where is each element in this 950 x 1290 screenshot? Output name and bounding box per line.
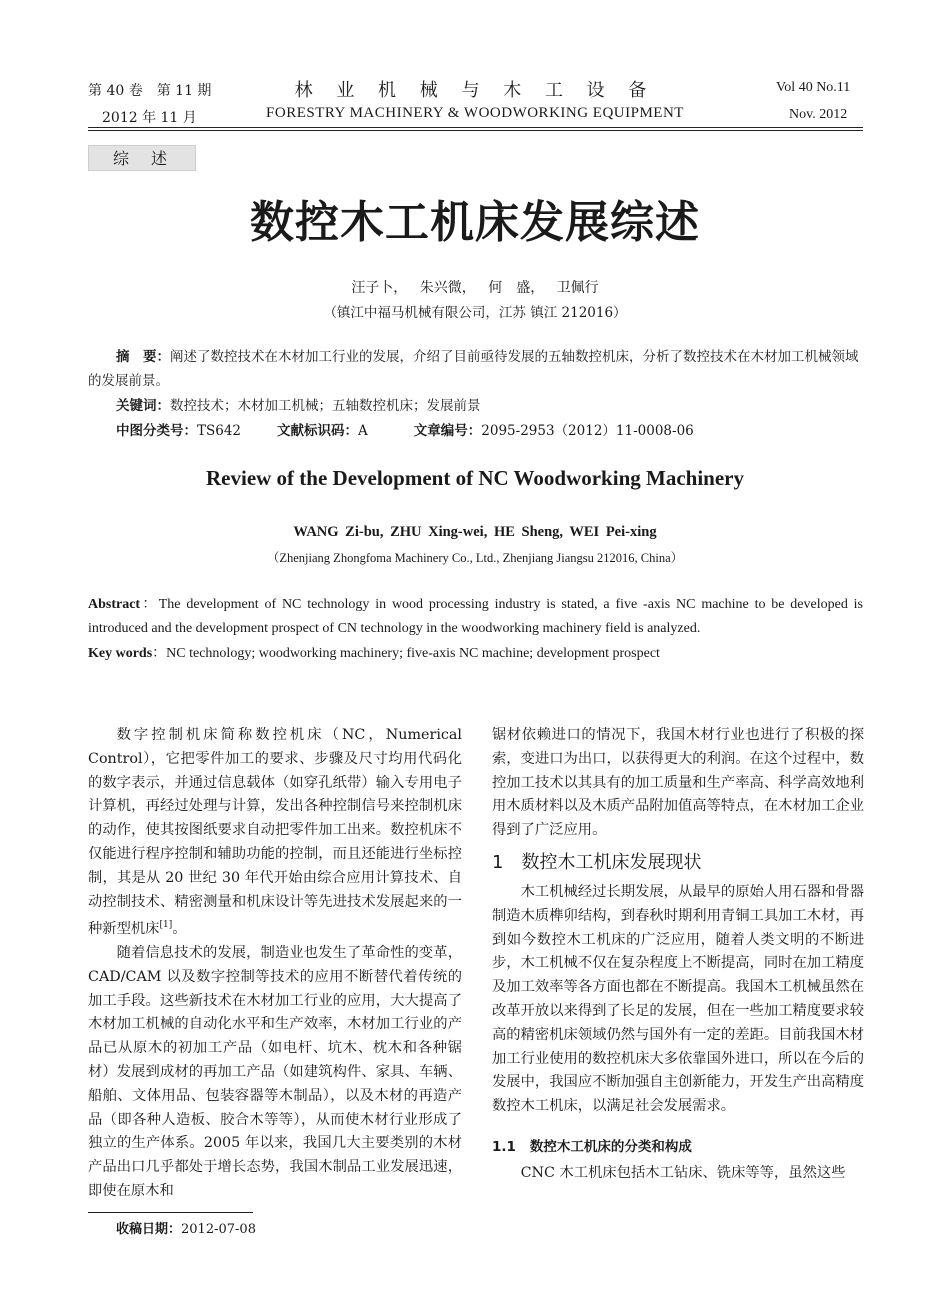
header-rule-bottom — [88, 130, 863, 131]
header-volume-issue-en: Vol 40 No.11 — [776, 80, 851, 95]
body-text-end: 。 — [172, 921, 187, 938]
classification-line — [88, 419, 863, 443]
keywords-en-text: ：NC technology; woodworking machinery; five-axis NC machine; development prospect — [152, 646, 660, 661]
authors-cn: 汪子卜， 朱兴微， 何 盛， 卫佩行 — [351, 280, 599, 296]
abstract-cn-text: 阐述了数控技术在木材加工行业的发展，介绍了目前亟待发展的五轴数控机床，分析了数控技术在木材加工机械领域的发展前景。 — [88, 349, 859, 389]
keywords-cn-label: 关键词： — [116, 398, 170, 414]
body-paragraph: 随着信息技术的发展，制造业也发生了革命性的变革，CAD/CAM 以及数字控制等技术的应用不断替代着传统的加工手段。这些新技术在木材加工行业的应用，大大提高了木材加工机械的自动化水平和生产效率，木材加工行业的产品已从原木的初加工产品（如电杆、坑木、枕木和各种锯材）发展到成材的再加工产品（如建筑构件、家具、车辆、船舶、文体用品、包装容器等木制品），以及木材的再造产品（即各种人造板、胶合木等等），从而使木材行业形成了独立的生产体系。2005 年以来，我国几大主要类别的木材产品出口几乎都处于增长态势，我国木制品工业发展迅速，即使在原木和 — [88, 944, 462, 1199]
header-date-cn: 2012 年 11 月 — [102, 110, 197, 126]
header-date-en: Nov. 2012 — [789, 107, 848, 122]
page-title: 数控木工机床发展综述 — [250, 197, 700, 248]
affiliation-cn: （镇江中福马机械有限公司，江苏 镇江 212016） — [323, 305, 627, 321]
keywords-cn — [88, 394, 863, 418]
clc-label: 中图分类号： — [116, 423, 197, 439]
footnote-rule — [88, 1212, 253, 1213]
header-volume-issue: 第 40 卷 第 11 期 — [88, 83, 212, 99]
section-title: 数控木工机床发展现状 — [521, 851, 702, 873]
body-paragraph: 木工机械经过长期发展，从最早的原始人用石器和骨器制造木质榫卯结构，到春秋时期利用青铜工具加工木材，再到如今数控木工机床的广泛应用，随着人类文明的不断进步，木工机械不仅在复杂程度上不断提高，同时在加工精度及加工效率等各方面也都在不断提高。我国木工机械虽然在改革开放以来得到了长足的发展，但在一些加工精度要求较高的精密机床领域仍然与国外有一定的差距。目前我国木材加工行业使用的数控机床大多依靠国外进口，所以在今后的发展中，我国应不断加强自主创新能力，开发生产出高精度数控木工机床，以满足社会发展需求。 — [492, 883, 864, 1115]
body-paragraph: CNC 木工机床包括木工钻床、铣床等等，虽然这些 — [520, 1164, 846, 1181]
affiliation-en: （Zhenjiang Zhongfoma Machinery Co., Ltd., Zhenjiang Jiangsu 212016, China） — [266, 551, 684, 565]
authors-en: WANG Zi-bu, ZHU Xing-wei, HE Sheng, WEI Pei-xing — [293, 524, 657, 540]
body-paragraph — [88, 724, 462, 942]
body-text: 数字控制机床简称数控机床（NC，Numerical Control），它把零件加工的要求、步骤及尺寸均用代码化的数字表示，并通过信息载体（如穿孔纸带）输入专用电子计算机，再经过处理与计算，发出各种控制信号来控制机床的动作，使其按图纸要求自动把零件加工出来。数控机床不仅能进行程序控制和辅助功能的控制，而且还能进行坐标控制，其是从 20 世纪 30 年代开始由综合应用计算技术、自动控制技术、精密测量和机床设计等先进技术发展起来的一种新型机床 — [88, 727, 462, 938]
abstract-en-label: Abstract — [88, 597, 141, 612]
abstract-cn-label: 摘 要： — [116, 349, 170, 365]
doc-code-value: A — [358, 423, 368, 439]
doc-code-label: 文献标识码： — [277, 423, 359, 439]
journal-title-en: FORESTRY MACHINERY & WOODWORKING EQUIPMENT — [266, 105, 684, 121]
subsection-number: 1.1 — [492, 1138, 516, 1155]
article-number-label: 文章编号： — [413, 423, 482, 439]
section-tag: 综述 — [88, 145, 196, 171]
header-rule-top — [88, 127, 863, 128]
body-column-left — [88, 724, 462, 1204]
abstract-cn — [88, 345, 863, 393]
keywords-en-label: Key words — [88, 646, 153, 661]
article-number-value: 2095-2953（2012）11-0008-06 — [481, 423, 694, 439]
section-heading-1 — [492, 851, 864, 875]
subsection-heading-1-1 — [492, 1136, 864, 1160]
received-label: 收稿日期： — [116, 1222, 182, 1237]
body-column-right — [492, 724, 864, 1186]
abstract-en-text: ：The development of NC technology in wood processing industry is stated, a five -axis NC machine to be developed is introduced and the development prospect of CN technology in the woodworking machinery field is analyzed. — [88, 597, 863, 636]
received-date — [116, 1218, 256, 1237]
keywords-en — [88, 642, 863, 666]
body-paragraph: 锯材依赖进口的情况下，我国木材行业也进行了积极的探索，变进口为出口，以获得更大的利润。在这个过程中，数控加工技术以其具有的加工质量和生产率高、科学高效地利用木质材料以及木质产品附加值高等特点，在木材加工企业得到了广泛应用。 — [492, 727, 864, 839]
abstract-en — [88, 593, 863, 641]
subsection-title: 数控木工机床的分类和构成 — [529, 1138, 692, 1155]
section-number: 1 — [492, 851, 504, 873]
journal-title-cn: 林 业 机 械 与 木 工 设 备 — [294, 80, 656, 101]
received-value: 2012-07-08 — [181, 1222, 256, 1237]
clc-value: TS642 — [197, 423, 242, 439]
keywords-cn-text: 数控技术；木材加工机械；五轴数控机床；发展前景 — [170, 398, 481, 414]
title-en: Review of the Development of NC Woodworking Machinery — [206, 466, 744, 490]
citation-ref: [1] — [159, 920, 173, 931]
